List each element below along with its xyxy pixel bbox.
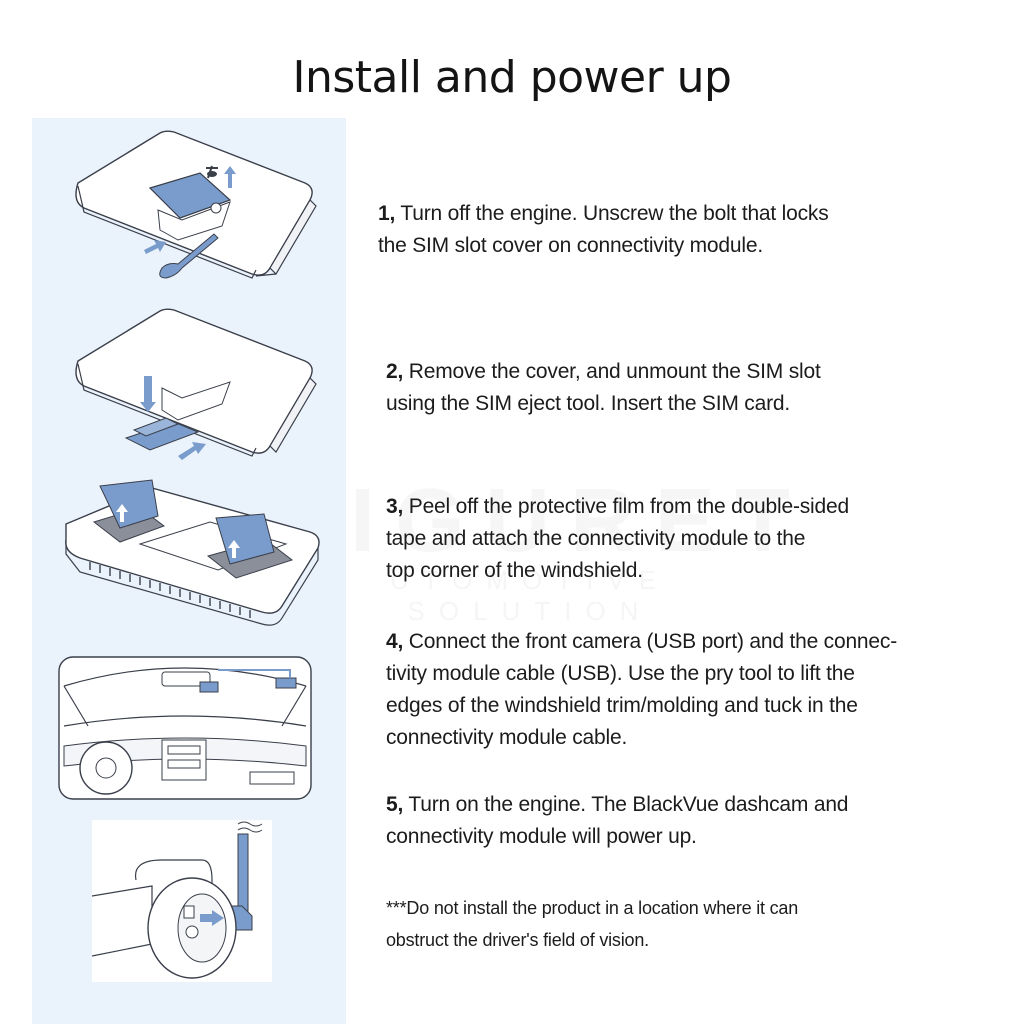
dashcam-usb-illustration	[92, 820, 272, 982]
step-text: Turn off the engine. Unscrew the bolt that locks	[400, 202, 829, 225]
windshield-mount-illustration	[58, 656, 312, 800]
step-text: edges of the windshield trim/molding and tuck in the	[386, 694, 858, 717]
step-text: tape and attach the connectivity module to the	[386, 527, 806, 550]
step-5	[386, 789, 848, 853]
step-text: connectivity module cable.	[386, 726, 628, 749]
step-3	[386, 491, 849, 587]
step-text: using the SIM eject tool. Insert the SIM card.	[386, 392, 790, 415]
step-4	[386, 626, 897, 754]
step-text: Turn on the engine. The BlackVue dashcam and	[408, 793, 849, 816]
step-number: 5,	[386, 793, 404, 816]
sim-tray-insert-illustration	[70, 306, 320, 466]
step-text: Peel off the protective film from the double-sided	[408, 495, 849, 518]
note-text: ***Do not install the product in a location where it can	[386, 898, 799, 918]
step-number: 1,	[378, 202, 396, 225]
step-1	[378, 198, 829, 262]
step-number: 3,	[386, 495, 404, 518]
note-text: obstruct the driver's field of vision.	[386, 930, 649, 950]
step-text: tivity module cable (USB). Use the pry tool to lift the	[386, 662, 855, 685]
safety-note	[386, 892, 798, 956]
page-title: Install and power up	[292, 52, 732, 103]
step-text: Remove the cover, and unmount the SIM slot	[408, 360, 821, 383]
step-text: top corner of the windshield.	[386, 559, 643, 582]
step-text: Connect the front camera (USB port) and the connec-	[408, 630, 897, 653]
sim-cover-bolt-illustration	[70, 128, 320, 283]
step-number: 4,	[386, 630, 404, 653]
step-text: connectivity module will power up.	[386, 825, 697, 848]
tape-peel-illustration	[60, 478, 330, 626]
step-2	[386, 356, 821, 420]
step-number: 2,	[386, 360, 404, 383]
step-text: the SIM slot cover on connectivity module.	[378, 234, 763, 257]
